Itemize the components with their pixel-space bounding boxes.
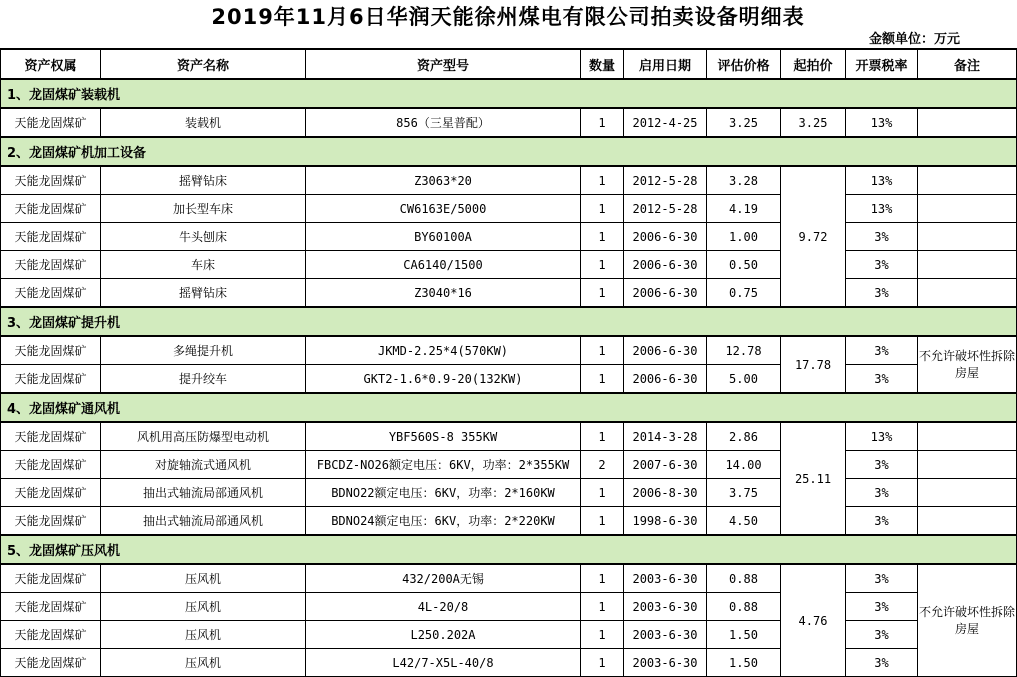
cell-assessed-price: 3.25 bbox=[707, 108, 781, 137]
table-row bbox=[1, 451, 1017, 479]
cell-tax-rate: 3% bbox=[846, 621, 918, 649]
cell-asset-model: FBCDZ-NO26额定电压：6KV，功率：2*355KW bbox=[306, 451, 581, 479]
cell-assessed-price: 12.78 bbox=[707, 336, 781, 365]
table-row bbox=[1, 365, 1017, 394]
cell-assessed-price: 5.00 bbox=[707, 365, 781, 394]
section-header-row bbox=[1, 393, 1017, 422]
cell-note bbox=[918, 479, 1017, 507]
cell-quantity: 1 bbox=[581, 621, 624, 649]
cell-asset-name: 压风机 bbox=[101, 649, 306, 677]
table-row bbox=[1, 279, 1017, 308]
cell-assessed-price: 1.50 bbox=[707, 621, 781, 649]
cell-asset-owner: 天能龙固煤矿 bbox=[1, 564, 101, 593]
cell-asset-owner: 天能龙固煤矿 bbox=[1, 223, 101, 251]
cell-start-date: 2006-6-30 bbox=[624, 336, 707, 365]
cell-assessed-price: 1.00 bbox=[707, 223, 781, 251]
cell-asset-owner: 天能龙固煤矿 bbox=[1, 507, 101, 536]
cell-asset-name: 加长型车床 bbox=[101, 195, 306, 223]
cell-asset-model: Z3040*16 bbox=[306, 279, 581, 308]
cell-asset-model: JKMD-2.25*4(570KW) bbox=[306, 336, 581, 365]
cell-asset-name: 对旋轴流式通风机 bbox=[101, 451, 306, 479]
cell-tax-rate: 3% bbox=[846, 336, 918, 365]
cell-asset-owner: 天能龙固煤矿 bbox=[1, 108, 101, 137]
cell-start-date: 2003-6-30 bbox=[624, 593, 707, 621]
cell-asset-name: 摇臂钻床 bbox=[101, 166, 306, 195]
cell-quantity: 1 bbox=[581, 593, 624, 621]
section-label: 4、龙固煤矿通风机 bbox=[1, 393, 1017, 422]
cell-assessed-price: 14.00 bbox=[707, 451, 781, 479]
cell-assessed-price: 0.75 bbox=[707, 279, 781, 308]
column-header-7: 开票税率 bbox=[846, 49, 918, 79]
cell-start-date: 2003-6-30 bbox=[624, 564, 707, 593]
cell-start-price-merged: 17.78 bbox=[781, 336, 846, 393]
section-header-row bbox=[1, 307, 1017, 336]
cell-asset-name: 装载机 bbox=[101, 108, 306, 137]
cell-start-date: 2006-8-30 bbox=[624, 479, 707, 507]
cell-asset-owner: 天能龙固煤矿 bbox=[1, 479, 101, 507]
cell-asset-owner: 天能龙固煤矿 bbox=[1, 365, 101, 394]
section-header-row bbox=[1, 79, 1017, 108]
cell-asset-name: 抽出式轴流局部通风机 bbox=[101, 479, 306, 507]
section-label: 1、龙固煤矿装载机 bbox=[1, 79, 1017, 108]
cell-quantity: 1 bbox=[581, 195, 624, 223]
cell-tax-rate: 3% bbox=[846, 507, 918, 536]
cell-asset-owner: 天能龙固煤矿 bbox=[1, 195, 101, 223]
cell-asset-owner: 天能龙固煤矿 bbox=[1, 336, 101, 365]
cell-asset-owner: 天能龙固煤矿 bbox=[1, 279, 101, 308]
cell-note bbox=[918, 195, 1017, 223]
section-label: 2、龙固煤矿机加工设备 bbox=[1, 137, 1017, 166]
cell-tax-rate: 3% bbox=[846, 223, 918, 251]
cell-asset-owner: 天能龙固煤矿 bbox=[1, 251, 101, 279]
cell-start-date: 2012-5-28 bbox=[624, 166, 707, 195]
cell-quantity: 1 bbox=[581, 507, 624, 536]
table-row bbox=[1, 649, 1017, 677]
cell-assessed-price: 1.50 bbox=[707, 649, 781, 677]
cell-start-date: 2007-6-30 bbox=[624, 451, 707, 479]
section-header-row bbox=[1, 535, 1017, 564]
cell-note-merged: 不允许破坏性拆除房屋 bbox=[918, 336, 1017, 393]
table-row bbox=[1, 564, 1017, 593]
cell-tax-rate: 13% bbox=[846, 422, 918, 451]
cell-asset-model: 4L-20/8 bbox=[306, 593, 581, 621]
column-header-3: 数量 bbox=[581, 49, 624, 79]
cell-tax-rate: 13% bbox=[846, 166, 918, 195]
section-header-row bbox=[1, 137, 1017, 166]
cell-asset-model: 856（三星普配） bbox=[306, 108, 581, 137]
cell-tax-rate: 3% bbox=[846, 365, 918, 394]
cell-tax-rate: 3% bbox=[846, 564, 918, 593]
table-row bbox=[1, 621, 1017, 649]
cell-asset-model: CW6163E/5000 bbox=[306, 195, 581, 223]
cell-asset-name: 抽出式轴流局部通风机 bbox=[101, 507, 306, 536]
cell-start-date: 2003-6-30 bbox=[624, 649, 707, 677]
cell-note bbox=[918, 166, 1017, 195]
cell-start-date: 2014-3-28 bbox=[624, 422, 707, 451]
cell-asset-name: 风机用高压防爆型电动机 bbox=[101, 422, 306, 451]
cell-asset-name: 车床 bbox=[101, 251, 306, 279]
column-header-0: 资产权属 bbox=[1, 49, 101, 79]
cell-tax-rate: 3% bbox=[846, 649, 918, 677]
cell-quantity: 1 bbox=[581, 564, 624, 593]
cell-asset-name: 压风机 bbox=[101, 593, 306, 621]
cell-start-date: 2006-6-30 bbox=[624, 365, 707, 394]
cell-assessed-price: 0.88 bbox=[707, 564, 781, 593]
page-title: 2019年11月6日华润天能徐州煤电有限公司拍卖设备明细表 bbox=[211, 5, 805, 29]
cell-assessed-price: 4.50 bbox=[707, 507, 781, 536]
cell-quantity: 1 bbox=[581, 166, 624, 195]
cell-asset-model: L250.202A bbox=[306, 621, 581, 649]
cell-asset-model: YBF560S-8 355KW bbox=[306, 422, 581, 451]
table-row bbox=[1, 195, 1017, 223]
cell-asset-name: 牛头刨床 bbox=[101, 223, 306, 251]
table-row bbox=[1, 223, 1017, 251]
table-row bbox=[1, 593, 1017, 621]
cell-quantity: 1 bbox=[581, 649, 624, 677]
cell-quantity: 1 bbox=[581, 108, 624, 137]
cell-asset-owner: 天能龙固煤矿 bbox=[1, 649, 101, 677]
cell-start-price-merged: 9.72 bbox=[781, 166, 846, 307]
table-row bbox=[1, 336, 1017, 365]
cell-tax-rate: 13% bbox=[846, 195, 918, 223]
cell-note bbox=[918, 422, 1017, 451]
section-label: 5、龙固煤矿压风机 bbox=[1, 535, 1017, 564]
table-row bbox=[1, 479, 1017, 507]
cell-tax-rate: 3% bbox=[846, 251, 918, 279]
cell-assessed-price: 0.88 bbox=[707, 593, 781, 621]
cell-note bbox=[918, 223, 1017, 251]
cell-assessed-price: 0.50 bbox=[707, 251, 781, 279]
equipment-table bbox=[0, 48, 1017, 677]
cell-asset-name: 摇臂钻床 bbox=[101, 279, 306, 308]
cell-assessed-price: 3.28 bbox=[707, 166, 781, 195]
cell-assessed-price: 2.86 bbox=[707, 422, 781, 451]
cell-asset-owner: 天能龙固煤矿 bbox=[1, 621, 101, 649]
cell-start-date: 2003-6-30 bbox=[624, 621, 707, 649]
cell-start-date: 2006-6-30 bbox=[624, 279, 707, 308]
column-header-8: 备注 bbox=[918, 49, 1017, 79]
amount-unit-note: 金额单位：万元 bbox=[868, 32, 960, 47]
equipment-table-body bbox=[1, 79, 1017, 677]
table-row bbox=[1, 166, 1017, 195]
cell-note bbox=[918, 507, 1017, 536]
cell-quantity: 1 bbox=[581, 365, 624, 394]
cell-quantity: 1 bbox=[581, 223, 624, 251]
cell-start-price-merged: 4.76 bbox=[781, 564, 846, 677]
cell-quantity: 2 bbox=[581, 451, 624, 479]
cell-start-price: 3.25 bbox=[781, 108, 846, 137]
cell-asset-owner: 天能龙固煤矿 bbox=[1, 422, 101, 451]
cell-tax-rate: 3% bbox=[846, 451, 918, 479]
cell-start-date: 1998-6-30 bbox=[624, 507, 707, 536]
cell-start-date: 2012-5-28 bbox=[624, 195, 707, 223]
cell-assessed-price: 4.19 bbox=[707, 195, 781, 223]
cell-tax-rate: 3% bbox=[846, 479, 918, 507]
cell-assessed-price: 3.75 bbox=[707, 479, 781, 507]
cell-note bbox=[918, 251, 1017, 279]
table-row bbox=[1, 422, 1017, 451]
cell-note-merged: 不允许破坏性拆除房屋 bbox=[918, 564, 1017, 677]
column-header-4: 启用日期 bbox=[624, 49, 707, 79]
cell-asset-name: 提升绞车 bbox=[101, 365, 306, 394]
cell-asset-model: Z3063*20 bbox=[306, 166, 581, 195]
cell-asset-model: CA6140/1500 bbox=[306, 251, 581, 279]
table-row bbox=[1, 507, 1017, 536]
cell-asset-name: 多绳提升机 bbox=[101, 336, 306, 365]
cell-asset-model: BDNO24额定电压：6KV，功率：2*220KW bbox=[306, 507, 581, 536]
cell-quantity: 1 bbox=[581, 479, 624, 507]
cell-start-price-merged: 25.11 bbox=[781, 422, 846, 535]
column-header-6: 起拍价 bbox=[781, 49, 846, 79]
cell-note bbox=[918, 451, 1017, 479]
cell-asset-model: L42/7-X5L-40/8 bbox=[306, 649, 581, 677]
cell-quantity: 1 bbox=[581, 336, 624, 365]
cell-tax-rate: 3% bbox=[846, 593, 918, 621]
table-row bbox=[1, 251, 1017, 279]
column-header-1: 资产名称 bbox=[101, 49, 306, 79]
cell-asset-owner: 天能龙固煤矿 bbox=[1, 451, 101, 479]
cell-note bbox=[918, 108, 1017, 137]
header-row bbox=[1, 49, 1017, 79]
cell-start-date: 2012-4-25 bbox=[624, 108, 707, 137]
cell-tax-rate: 13% bbox=[846, 108, 918, 137]
cell-start-date: 2006-6-30 bbox=[624, 223, 707, 251]
cell-asset-model: GKT2-1.6*0.9-20(132KW) bbox=[306, 365, 581, 394]
cell-start-date: 2006-6-30 bbox=[624, 251, 707, 279]
cell-asset-owner: 天能龙固煤矿 bbox=[1, 166, 101, 195]
cell-asset-owner: 天能龙固煤矿 bbox=[1, 593, 101, 621]
section-label: 3、龙固煤矿提升机 bbox=[1, 307, 1017, 336]
cell-asset-name: 压风机 bbox=[101, 621, 306, 649]
column-header-5: 评估价格 bbox=[707, 49, 781, 79]
cell-asset-model: BY60100A bbox=[306, 223, 581, 251]
table-row bbox=[1, 108, 1017, 137]
cell-note bbox=[918, 279, 1017, 308]
cell-quantity: 1 bbox=[581, 422, 624, 451]
cell-asset-model: 432/200A无锡 bbox=[306, 564, 581, 593]
cell-quantity: 1 bbox=[581, 251, 624, 279]
column-header-2: 资产型号 bbox=[306, 49, 581, 79]
cell-asset-model: BDNO22额定电压：6KV，功率：2*160KW bbox=[306, 479, 581, 507]
cell-asset-name: 压风机 bbox=[101, 564, 306, 593]
cell-tax-rate: 3% bbox=[846, 279, 918, 308]
cell-quantity: 1 bbox=[581, 279, 624, 308]
